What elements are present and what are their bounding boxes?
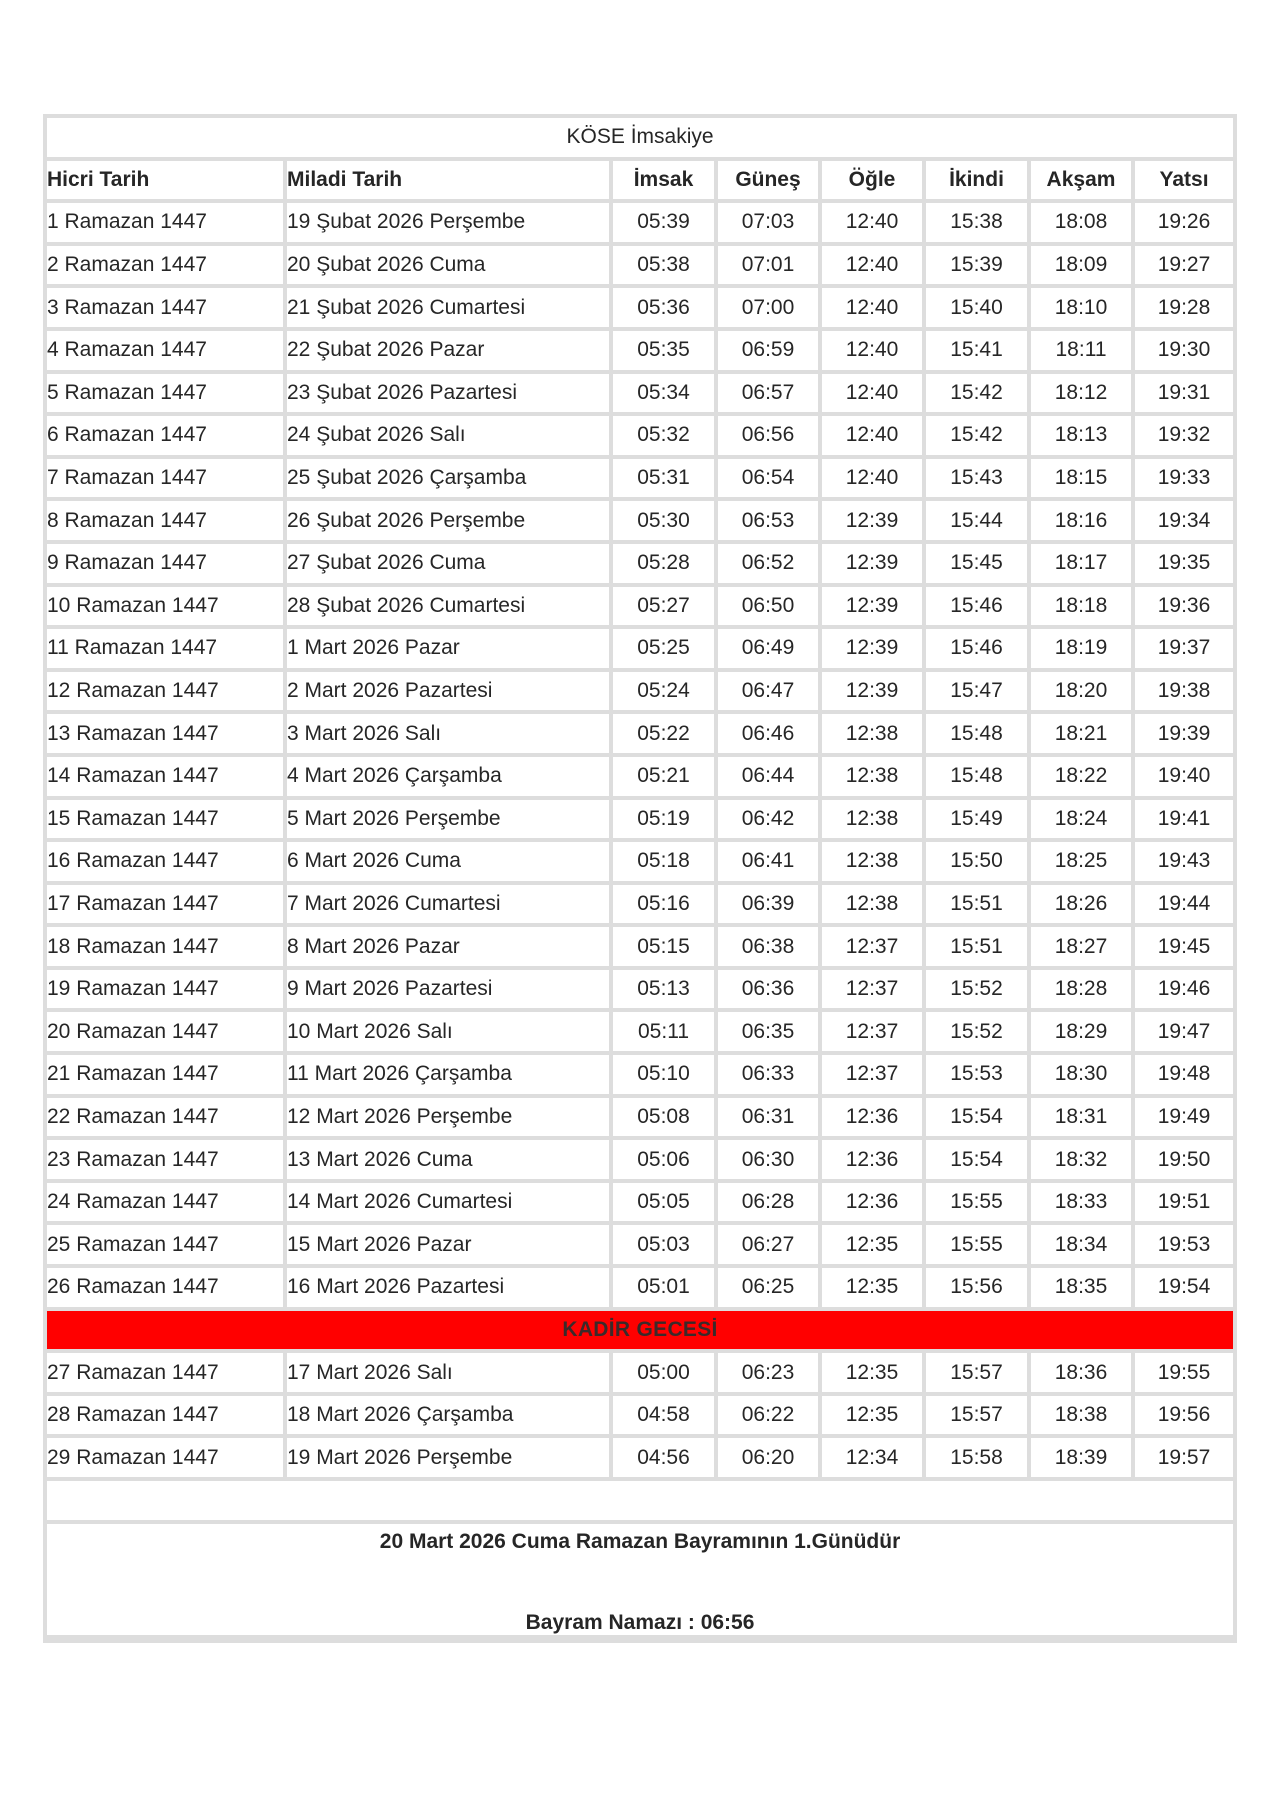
cell-ikindi: 15:40 [926, 288, 1031, 331]
cell-miladi-tarih: 18 Mart 2026 Çarşamba [287, 1396, 613, 1439]
cell-aksam: 18:34 [1031, 1225, 1135, 1268]
empty-cell [47, 1481, 1233, 1524]
cell-ogle: 12:38 [822, 714, 926, 757]
cell-yatsi: 19:55 [1135, 1353, 1233, 1396]
cell-aksam: 18:24 [1031, 800, 1135, 843]
header-row [47, 161, 1233, 204]
table-row [47, 246, 1233, 289]
cell-aksam: 18:31 [1031, 1098, 1135, 1141]
title-row [47, 118, 1233, 161]
cell-miladi-tarih: 27 Şubat 2026 Cuma [287, 544, 613, 587]
cell-imsak: 05:03 [613, 1225, 718, 1268]
cell-ikindi: 15:51 [926, 885, 1031, 928]
cell-imsak: 05:15 [613, 927, 718, 970]
cell-imsak: 05:19 [613, 800, 718, 843]
cell-imsak: 05:39 [613, 203, 718, 246]
cell-aksam: 18:12 [1031, 374, 1135, 417]
cell-ogle: 12:39 [822, 501, 926, 544]
cell-miladi-tarih: 4 Mart 2026 Çarşamba [287, 757, 613, 800]
cell-yatsi: 19:32 [1135, 416, 1233, 459]
cell-gunes: 06:38 [718, 927, 822, 970]
table-row [47, 544, 1233, 587]
cell-gunes: 06:54 [718, 459, 822, 502]
cell-aksam: 18:15 [1031, 459, 1135, 502]
cell-hicri-tarih: 7 Ramazan 1447 [47, 459, 287, 502]
cell-hicri-tarih: 24 Ramazan 1447 [47, 1183, 287, 1226]
cell-ogle: 12:40 [822, 288, 926, 331]
cell-aksam: 18:27 [1031, 927, 1135, 970]
cell-hicri-tarih: 13 Ramazan 1447 [47, 714, 287, 757]
imsakiye-table [47, 118, 1233, 1639]
table-row [47, 1183, 1233, 1226]
cell-hicri-tarih: 2 Ramazan 1447 [47, 246, 287, 289]
cell-imsak: 05:30 [613, 501, 718, 544]
cell-hicri-tarih: 11 Ramazan 1447 [47, 629, 287, 672]
cell-gunes: 06:41 [718, 842, 822, 885]
footer-row [47, 1524, 1233, 1639]
cell-ogle: 12:38 [822, 842, 926, 885]
cell-ogle: 12:38 [822, 757, 926, 800]
cell-miladi-tarih: 25 Şubat 2026 Çarşamba [287, 459, 613, 502]
cell-ikindi: 15:42 [926, 416, 1031, 459]
cell-gunes: 06:20 [718, 1438, 822, 1481]
cell-imsak: 05:21 [613, 757, 718, 800]
cell-miladi-tarih: 2 Mart 2026 Pazartesi [287, 672, 613, 715]
cell-gunes: 06:59 [718, 331, 822, 374]
cell-yatsi: 19:27 [1135, 246, 1233, 289]
cell-gunes: 06:30 [718, 1140, 822, 1183]
cell-imsak: 05:00 [613, 1353, 718, 1396]
cell-hicri-tarih: 5 Ramazan 1447 [47, 374, 287, 417]
table-row [47, 1268, 1233, 1311]
cell-ogle: 12:35 [822, 1225, 926, 1268]
cell-miladi-tarih: 1 Mart 2026 Pazar [287, 629, 613, 672]
cell-aksam: 18:29 [1031, 1012, 1135, 1055]
table-row [47, 629, 1233, 672]
cell-yatsi: 19:40 [1135, 757, 1233, 800]
cell-imsak: 04:58 [613, 1396, 718, 1439]
table-row [47, 1353, 1233, 1396]
kadir-gecesi-row [47, 1311, 1233, 1354]
cell-yatsi: 19:43 [1135, 842, 1233, 885]
cell-aksam: 18:20 [1031, 672, 1135, 715]
cell-ikindi: 15:54 [926, 1098, 1031, 1141]
cell-ogle: 12:38 [822, 885, 926, 928]
cell-miladi-tarih: 26 Şubat 2026 Perşembe [287, 501, 613, 544]
cell-ikindi: 15:57 [926, 1353, 1031, 1396]
cell-ogle: 12:37 [822, 1055, 926, 1098]
cell-imsak: 05:35 [613, 331, 718, 374]
cell-miladi-tarih: 17 Mart 2026 Salı [287, 1353, 613, 1396]
cell-yatsi: 19:33 [1135, 459, 1233, 502]
table-row [47, 1098, 1233, 1141]
cell-miladi-tarih: 6 Mart 2026 Cuma [287, 842, 613, 885]
cell-yatsi: 19:41 [1135, 800, 1233, 843]
table-row [47, 885, 1233, 928]
cell-yatsi: 19:36 [1135, 587, 1233, 630]
table-row [47, 800, 1233, 843]
cell-hicri-tarih: 16 Ramazan 1447 [47, 842, 287, 885]
cell-yatsi: 19:53 [1135, 1225, 1233, 1268]
cell-ikindi: 15:42 [926, 374, 1031, 417]
table-row [47, 331, 1233, 374]
table-row [47, 672, 1233, 715]
cell-gunes: 06:25 [718, 1268, 822, 1311]
cell-aksam: 18:36 [1031, 1353, 1135, 1396]
cell-miladi-tarih: 19 Mart 2026 Perşembe [287, 1438, 613, 1481]
cell-imsak: 05:16 [613, 885, 718, 928]
table-row [47, 714, 1233, 757]
empty-row [47, 1481, 1233, 1524]
header-gunes: Güneş [718, 161, 822, 204]
cell-ogle: 12:40 [822, 374, 926, 417]
cell-ogle: 12:37 [822, 927, 926, 970]
cell-miladi-tarih: 14 Mart 2026 Cumartesi [287, 1183, 613, 1226]
cell-ogle: 12:37 [822, 1012, 926, 1055]
cell-hicri-tarih: 22 Ramazan 1447 [47, 1098, 287, 1141]
cell-ikindi: 15:39 [926, 246, 1031, 289]
bayram-namazi: Bayram Namazı : 06:56 [525, 1610, 755, 1634]
cell-hicri-tarih: 14 Ramazan 1447 [47, 757, 287, 800]
cell-imsak: 05:32 [613, 416, 718, 459]
cell-yatsi: 19:45 [1135, 927, 1233, 970]
cell-ogle: 12:40 [822, 459, 926, 502]
cell-yatsi: 19:56 [1135, 1396, 1233, 1439]
cell-gunes: 06:56 [718, 416, 822, 459]
cell-gunes: 06:39 [718, 885, 822, 928]
cell-gunes: 06:23 [718, 1353, 822, 1396]
cell-hicri-tarih: 29 Ramazan 1447 [47, 1438, 287, 1481]
header-imsak: İmsak [613, 161, 718, 204]
cell-ikindi: 15:49 [926, 800, 1031, 843]
cell-ogle: 12:34 [822, 1438, 926, 1481]
cell-hicri-tarih: 19 Ramazan 1447 [47, 970, 287, 1013]
table-row [47, 587, 1233, 630]
cell-gunes: 07:01 [718, 246, 822, 289]
page-title: KÖSE İmsakiye [47, 118, 1233, 161]
cell-miladi-tarih: 8 Mart 2026 Pazar [287, 927, 613, 970]
cell-ikindi: 15:52 [926, 970, 1031, 1013]
cell-ikindi: 15:54 [926, 1140, 1031, 1183]
cell-ogle: 12:36 [822, 1140, 926, 1183]
cell-imsak: 05:01 [613, 1268, 718, 1311]
cell-yatsi: 19:30 [1135, 331, 1233, 374]
cell-imsak: 05:05 [613, 1183, 718, 1226]
cell-imsak: 05:24 [613, 672, 718, 715]
cell-aksam: 18:25 [1031, 842, 1135, 885]
table-row [47, 1225, 1233, 1268]
cell-gunes: 06:22 [718, 1396, 822, 1439]
table-row [47, 1438, 1233, 1481]
cell-ikindi: 15:58 [926, 1438, 1031, 1481]
header-ikindi: İkindi [926, 161, 1031, 204]
cell-aksam: 18:39 [1031, 1438, 1135, 1481]
cell-gunes: 07:03 [718, 203, 822, 246]
table-row [47, 1012, 1233, 1055]
cell-yatsi: 19:50 [1135, 1140, 1233, 1183]
cell-ogle: 12:39 [822, 629, 926, 672]
header-ogle: Öğle [822, 161, 926, 204]
cell-imsak: 05:27 [613, 587, 718, 630]
cell-gunes: 06:36 [718, 970, 822, 1013]
cell-ikindi: 15:51 [926, 927, 1031, 970]
table-row [47, 970, 1233, 1013]
table-row [47, 842, 1233, 885]
cell-aksam: 18:21 [1031, 714, 1135, 757]
cell-yatsi: 19:47 [1135, 1012, 1233, 1055]
cell-ikindi: 15:52 [926, 1012, 1031, 1055]
cell-ikindi: 15:46 [926, 587, 1031, 630]
cell-imsak: 05:28 [613, 544, 718, 587]
imsakiye-sheet [43, 114, 1237, 1643]
cell-ogle: 12:38 [822, 800, 926, 843]
cell-aksam: 18:08 [1031, 203, 1135, 246]
cell-ogle: 12:40 [822, 203, 926, 246]
cell-ogle: 12:37 [822, 970, 926, 1013]
cell-ogle: 12:35 [822, 1396, 926, 1439]
cell-aksam: 18:18 [1031, 587, 1135, 630]
cell-miladi-tarih: 11 Mart 2026 Çarşamba [287, 1055, 613, 1098]
cell-miladi-tarih: 13 Mart 2026 Cuma [287, 1140, 613, 1183]
cell-ikindi: 15:48 [926, 757, 1031, 800]
cell-ogle: 12:40 [822, 246, 926, 289]
cell-gunes: 06:42 [718, 800, 822, 843]
cell-imsak: 05:08 [613, 1098, 718, 1141]
cell-aksam: 18:19 [1031, 629, 1135, 672]
cell-ogle: 12:39 [822, 587, 926, 630]
cell-miladi-tarih: 20 Şubat 2026 Cuma [287, 246, 613, 289]
cell-yatsi: 19:28 [1135, 288, 1233, 331]
cell-imsak: 05:10 [613, 1055, 718, 1098]
cell-aksam: 18:13 [1031, 416, 1135, 459]
cell-gunes: 06:46 [718, 714, 822, 757]
table-row [47, 927, 1233, 970]
cell-imsak: 05:11 [613, 1012, 718, 1055]
bayram-note: 20 Mart 2026 Cuma Ramazan Bayramının 1.Günüdür [379, 1529, 901, 1553]
cell-ikindi: 15:46 [926, 629, 1031, 672]
cell-ikindi: 15:38 [926, 203, 1031, 246]
cell-hicri-tarih: 8 Ramazan 1447 [47, 501, 287, 544]
cell-hicri-tarih: 27 Ramazan 1447 [47, 1353, 287, 1396]
cell-hicri-tarih: 3 Ramazan 1447 [47, 288, 287, 331]
cell-miladi-tarih: 21 Şubat 2026 Cumartesi [287, 288, 613, 331]
cell-hicri-tarih: 25 Ramazan 1447 [47, 1225, 287, 1268]
cell-imsak: 05:31 [613, 459, 718, 502]
cell-aksam: 18:35 [1031, 1268, 1135, 1311]
cell-gunes: 06:35 [718, 1012, 822, 1055]
cell-miladi-tarih: 16 Mart 2026 Pazartesi [287, 1268, 613, 1311]
cell-hicri-tarih: 26 Ramazan 1447 [47, 1268, 287, 1311]
cell-aksam: 18:16 [1031, 501, 1135, 544]
cell-yatsi: 19:49 [1135, 1098, 1233, 1141]
cell-gunes: 06:33 [718, 1055, 822, 1098]
cell-yatsi: 19:57 [1135, 1438, 1233, 1481]
cell-yatsi: 19:54 [1135, 1268, 1233, 1311]
cell-yatsi: 19:37 [1135, 629, 1233, 672]
cell-ikindi: 15:55 [926, 1225, 1031, 1268]
cell-imsak: 05:18 [613, 842, 718, 885]
cell-gunes: 06:57 [718, 374, 822, 417]
cell-aksam: 18:11 [1031, 331, 1135, 374]
table-row [47, 757, 1233, 800]
cell-ogle: 12:39 [822, 672, 926, 715]
cell-hicri-tarih: 4 Ramazan 1447 [47, 331, 287, 374]
cell-miladi-tarih: 19 Şubat 2026 Perşembe [287, 203, 613, 246]
cell-aksam: 18:32 [1031, 1140, 1135, 1183]
cell-gunes: 06:27 [718, 1225, 822, 1268]
cell-yatsi: 19:31 [1135, 374, 1233, 417]
header-hicri-tarih: Hicri Tarih [47, 161, 287, 204]
table-row [47, 1055, 1233, 1098]
cell-gunes: 07:00 [718, 288, 822, 331]
cell-hicri-tarih: 28 Ramazan 1447 [47, 1396, 287, 1439]
cell-imsak: 05:38 [613, 246, 718, 289]
cell-imsak: 05:22 [613, 714, 718, 757]
cell-miladi-tarih: 24 Şubat 2026 Salı [287, 416, 613, 459]
cell-aksam: 18:17 [1031, 544, 1135, 587]
cell-aksam: 18:26 [1031, 885, 1135, 928]
cell-miladi-tarih: 10 Mart 2026 Salı [287, 1012, 613, 1055]
header-yatsi: Yatsı [1135, 161, 1233, 204]
cell-imsak: 05:36 [613, 288, 718, 331]
cell-ogle: 12:36 [822, 1183, 926, 1226]
cell-yatsi: 19:48 [1135, 1055, 1233, 1098]
cell-ogle: 12:35 [822, 1353, 926, 1396]
cell-aksam: 18:30 [1031, 1055, 1135, 1098]
cell-hicri-tarih: 18 Ramazan 1447 [47, 927, 287, 970]
cell-aksam: 18:33 [1031, 1183, 1135, 1226]
table-row [47, 459, 1233, 502]
cell-yatsi: 19:46 [1135, 970, 1233, 1013]
cell-ikindi: 15:41 [926, 331, 1031, 374]
table-row [47, 1140, 1233, 1183]
cell-ikindi: 15:48 [926, 714, 1031, 757]
cell-yatsi: 19:35 [1135, 544, 1233, 587]
cell-miladi-tarih: 5 Mart 2026 Perşembe [287, 800, 613, 843]
cell-ikindi: 15:56 [926, 1268, 1031, 1311]
cell-ogle: 12:35 [822, 1268, 926, 1311]
cell-ogle: 12:40 [822, 331, 926, 374]
cell-ikindi: 15:45 [926, 544, 1031, 587]
cell-ogle: 12:39 [822, 544, 926, 587]
table-row [47, 1396, 1233, 1439]
cell-gunes: 06:47 [718, 672, 822, 715]
cell-yatsi: 19:51 [1135, 1183, 1233, 1226]
cell-imsak: 05:13 [613, 970, 718, 1013]
footer-cell [47, 1524, 1233, 1639]
cell-imsak: 04:56 [613, 1438, 718, 1481]
cell-aksam: 18:38 [1031, 1396, 1135, 1439]
cell-ikindi: 15:53 [926, 1055, 1031, 1098]
kadir-gecesi-banner: KADİR GECESİ [47, 1311, 1233, 1354]
cell-gunes: 06:53 [718, 501, 822, 544]
cell-hicri-tarih: 20 Ramazan 1447 [47, 1012, 287, 1055]
cell-aksam: 18:09 [1031, 246, 1135, 289]
cell-gunes: 06:50 [718, 587, 822, 630]
cell-hicri-tarih: 23 Ramazan 1447 [47, 1140, 287, 1183]
cell-aksam: 18:22 [1031, 757, 1135, 800]
header-aksam: Akşam [1031, 161, 1135, 204]
cell-yatsi: 19:44 [1135, 885, 1233, 928]
table-row [47, 416, 1233, 459]
table-row [47, 288, 1233, 331]
cell-hicri-tarih: 15 Ramazan 1447 [47, 800, 287, 843]
cell-yatsi: 19:34 [1135, 501, 1233, 544]
cell-hicri-tarih: 17 Ramazan 1447 [47, 885, 287, 928]
cell-miladi-tarih: 15 Mart 2026 Pazar [287, 1225, 613, 1268]
cell-ikindi: 15:55 [926, 1183, 1031, 1226]
cell-gunes: 06:31 [718, 1098, 822, 1141]
cell-imsak: 05:25 [613, 629, 718, 672]
cell-yatsi: 19:39 [1135, 714, 1233, 757]
cell-ikindi: 15:43 [926, 459, 1031, 502]
cell-ogle: 12:36 [822, 1098, 926, 1141]
cell-aksam: 18:10 [1031, 288, 1135, 331]
cell-hicri-tarih: 12 Ramazan 1447 [47, 672, 287, 715]
cell-gunes: 06:28 [718, 1183, 822, 1226]
cell-gunes: 06:44 [718, 757, 822, 800]
cell-imsak: 05:06 [613, 1140, 718, 1183]
cell-ikindi: 15:44 [926, 501, 1031, 544]
cell-ogle: 12:40 [822, 416, 926, 459]
cell-gunes: 06:49 [718, 629, 822, 672]
cell-miladi-tarih: 3 Mart 2026 Salı [287, 714, 613, 757]
table-row [47, 203, 1233, 246]
cell-hicri-tarih: 21 Ramazan 1447 [47, 1055, 287, 1098]
cell-miladi-tarih: 22 Şubat 2026 Pazar [287, 331, 613, 374]
cell-hicri-tarih: 1 Ramazan 1447 [47, 203, 287, 246]
cell-yatsi: 19:38 [1135, 672, 1233, 715]
cell-miladi-tarih: 7 Mart 2026 Cumartesi [287, 885, 613, 928]
cell-imsak: 05:34 [613, 374, 718, 417]
cell-miladi-tarih: 9 Mart 2026 Pazartesi [287, 970, 613, 1013]
cell-aksam: 18:28 [1031, 970, 1135, 1013]
table-row [47, 501, 1233, 544]
cell-hicri-tarih: 6 Ramazan 1447 [47, 416, 287, 459]
cell-hicri-tarih: 9 Ramazan 1447 [47, 544, 287, 587]
cell-miladi-tarih: 23 Şubat 2026 Pazartesi [287, 374, 613, 417]
header-miladi-tarih: Miladi Tarih [287, 161, 613, 204]
cell-ikindi: 15:57 [926, 1396, 1031, 1439]
cell-hicri-tarih: 10 Ramazan 1447 [47, 587, 287, 630]
table-row [47, 374, 1233, 417]
cell-gunes: 06:52 [718, 544, 822, 587]
cell-ikindi: 15:50 [926, 842, 1031, 885]
cell-miladi-tarih: 28 Şubat 2026 Cumartesi [287, 587, 613, 630]
cell-yatsi: 19:26 [1135, 203, 1233, 246]
cell-miladi-tarih: 12 Mart 2026 Perşembe [287, 1098, 613, 1141]
cell-ikindi: 15:47 [926, 672, 1031, 715]
